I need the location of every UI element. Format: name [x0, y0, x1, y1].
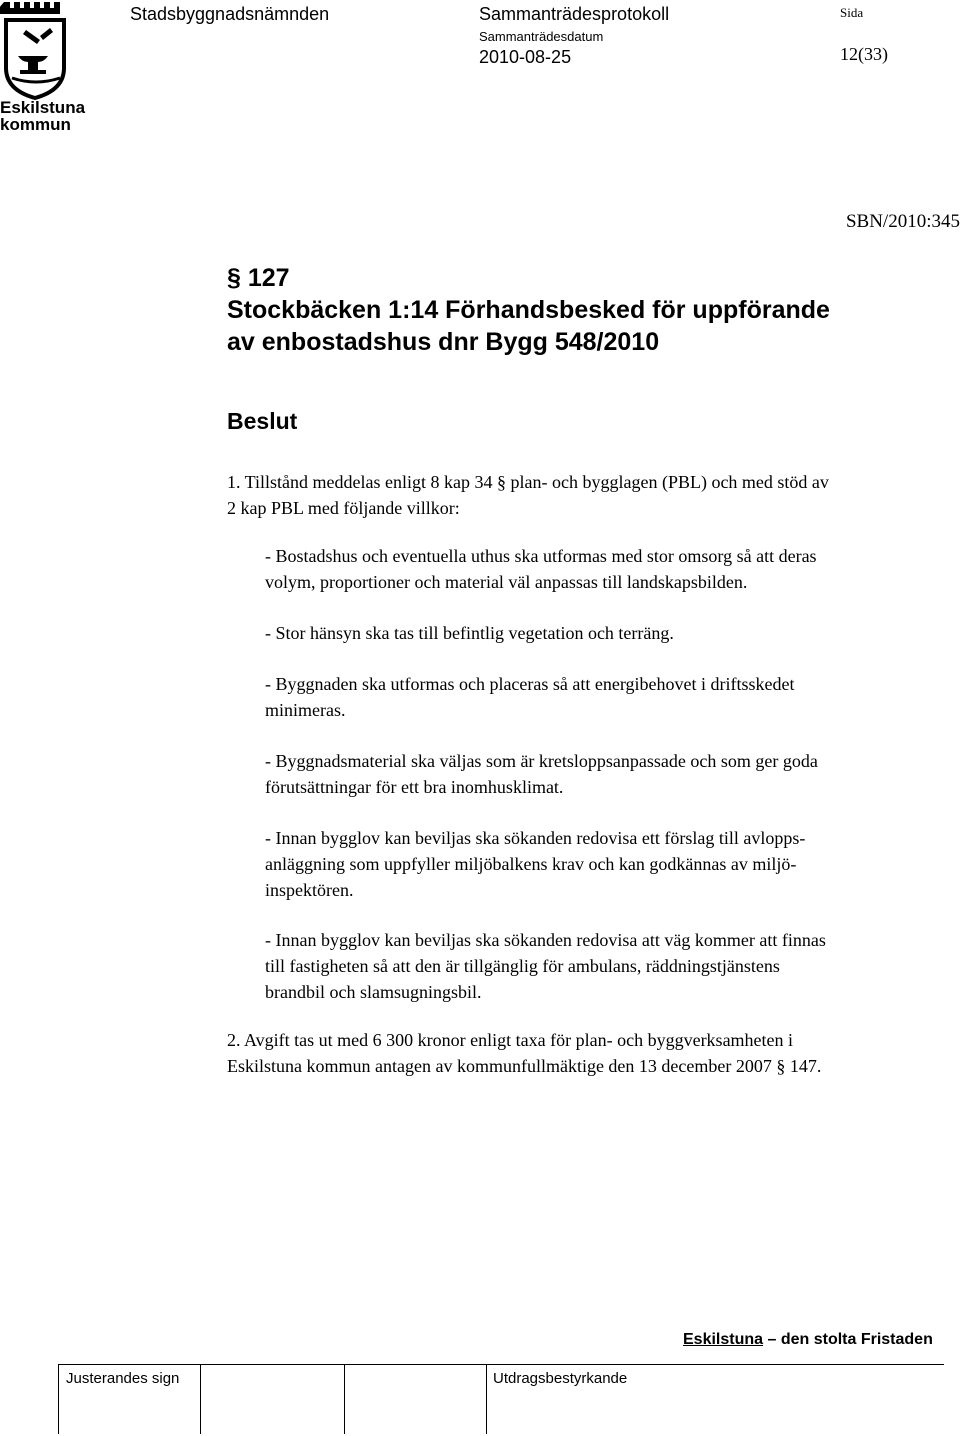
svg-text:kommun: kommun: [0, 115, 71, 134]
text-line: inspektören.: [265, 880, 354, 900]
text-line: - Innan bygglov kan beviljas ska sökanden redovisa ett förslag till avlopps-: [265, 828, 806, 848]
slogan-rest: – den stolta Fristaden: [763, 1331, 933, 1348]
extract-certification-label: Utdragsbestyrkande: [493, 1370, 628, 1387]
page-number: 12(33): [840, 44, 888, 64]
text-line: - Byggnaden ska utformas och placeras så att energibehovet i driftsskedet: [265, 674, 795, 694]
case-title-line: av enbostadshus dnr Bygg 548/2010: [227, 328, 660, 356]
meeting-date: 2010-08-25: [479, 47, 572, 67]
meeting-date-label: Sammanträdesdatum: [479, 29, 604, 44]
text-line: minimeras.: [265, 700, 346, 720]
page-label: Sida: [840, 5, 864, 20]
condition-item: [265, 748, 818, 800]
text-line: Eskilstuna kommun antagen av kommunfullmäktige den 13 december 2007 § 147.: [227, 1056, 822, 1076]
text-line: volym, proportioner och material väl anpassas till landskapsbilden.: [265, 572, 748, 592]
eskilstuna-kommun-logo: [0, 0, 86, 134]
condition-item: [265, 620, 674, 646]
committee-name: Stadsbyggnadsnämnden: [130, 4, 330, 24]
text-line: - Innan bygglov kan beviljas ska sökanden redovisa att väg kommer att finnas: [265, 930, 826, 950]
table-rule: [58, 1364, 59, 1434]
table-rule: [200, 1364, 201, 1434]
text-line: - Byggnadsmaterial ska väljas som är kretsloppsanpassade och som ger goda: [265, 751, 818, 771]
case-heading: [227, 262, 947, 358]
paragraph-number: § 127: [227, 264, 290, 292]
condition-item: [265, 825, 805, 903]
text-line: 1. Tillstånd meddelas enligt 8 kap 34 § plan- och bygglagen (PBL) och med stöd av: [227, 472, 829, 492]
condition-item: [265, 671, 795, 723]
footer-slogan: [683, 1331, 933, 1349]
table-rule: [58, 1364, 944, 1365]
text-line: 2. Avgift tas ut med 6 300 kronor enligt taxa för plan- och byggverksamheten i: [227, 1030, 794, 1050]
text-line: förutsättningar för ett bra inomhusklimat.: [265, 777, 564, 797]
condition-item: [265, 927, 826, 1005]
coat-of-arms-icon: [0, 0, 86, 134]
text-line: anläggning som uppfyller miljöbalkens krav och kan godkännas av miljö-: [265, 854, 797, 874]
case-title-line: Stockbäcken 1:14 Förhandsbesked för uppförande: [227, 296, 830, 324]
condition-item: [265, 543, 817, 595]
document-type: Sammanträdesprotokoll: [479, 4, 670, 24]
adjuster-signature-label: Justerandes sign: [66, 1370, 180, 1387]
decision-heading: Beslut: [227, 408, 298, 434]
text-line: brandbil och slamsugningsbil.: [265, 982, 482, 1002]
svg-text:Eskilstuna: Eskilstuna: [0, 98, 86, 117]
text-line: till fastigheten så att den är tillgänglig för ambulans, räddningstjänstens: [265, 956, 780, 976]
table-rule: [344, 1364, 345, 1434]
slogan-city: Eskilstuna: [683, 1331, 764, 1348]
text-line: - Stor hänsyn ska tas till befintlig vegetation och terräng.: [265, 623, 674, 643]
table-rule: [486, 1364, 487, 1434]
decision-item-2: [227, 1027, 821, 1079]
text-line: - Bostadshus och eventuella uthus ska utformas med stor omsorg så att deras: [265, 546, 817, 566]
decision-item-1: [227, 469, 829, 521]
case-number: SBN/2010:345: [845, 211, 960, 232]
text-line: 2 kap PBL med följande villkor:: [227, 498, 460, 518]
